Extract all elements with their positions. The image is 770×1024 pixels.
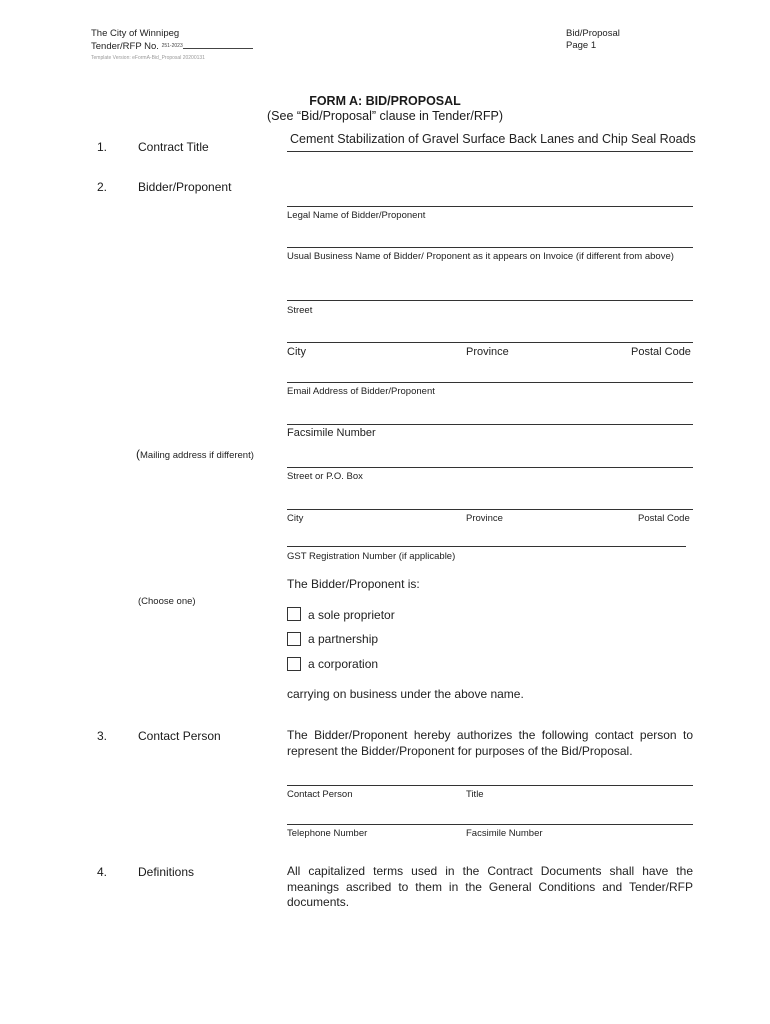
section-1-number: 1. bbox=[97, 140, 108, 154]
header-tender bbox=[91, 40, 253, 53]
choose-one-note: (Choose one) bbox=[138, 596, 196, 607]
street-po-field[interactable] bbox=[287, 467, 693, 468]
bidder-is-label: The Bidder/Proponent is: bbox=[287, 577, 420, 591]
province-caption: Province bbox=[466, 346, 509, 358]
province2-caption: Province bbox=[466, 513, 503, 524]
postal-code2-caption: Postal Code bbox=[638, 513, 690, 524]
contract-title-value: Cement Stabilization of Gravel Surface Back Lanes and Chip Seal Roads bbox=[290, 132, 696, 146]
contact-fax-caption: Facsimile Number bbox=[466, 828, 543, 839]
form-title: FORM A: BID/PROPOSAL bbox=[309, 94, 461, 108]
contact-title-caption: Title bbox=[466, 789, 484, 800]
street-po-caption: Street or P.O. Box bbox=[287, 471, 363, 482]
gst-field[interactable] bbox=[287, 546, 686, 547]
telephone-fax-field[interactable] bbox=[287, 824, 693, 825]
gst-caption: GST Registration Number (if applicable) bbox=[287, 551, 456, 562]
email-field[interactable] bbox=[287, 382, 693, 383]
header-doc-type: Bid/Proposal bbox=[566, 28, 620, 39]
postal-code-caption: Postal Code bbox=[631, 346, 691, 358]
section-3-label: Contact Person bbox=[138, 729, 221, 743]
legal-name-field[interactable] bbox=[287, 206, 693, 207]
telephone-caption: Telephone Number bbox=[287, 828, 368, 839]
partnership-label: a partnership bbox=[308, 632, 379, 646]
carrying-on-business-text: carrying on business under the above name. bbox=[287, 687, 524, 701]
street-field[interactable] bbox=[287, 300, 693, 301]
contact-person-caption: Contact Person bbox=[287, 789, 353, 800]
contact-person-field[interactable] bbox=[287, 785, 693, 786]
section-3-number: 3. bbox=[97, 729, 108, 743]
definitions-text: All capitalized terms used in the Contract Documents shall have the meanings ascribed to them in the General Conditions and Tender/RFP documents. bbox=[287, 864, 693, 909]
mailing-address-note-display: Mailing address if different) bbox=[140, 450, 254, 461]
form-subtitle: (See “Bid/Proposal” clause in Tender/RFP) bbox=[267, 109, 503, 123]
tender-number-underline bbox=[183, 40, 253, 49]
sole-proprietor-label: a sole proprietor bbox=[308, 608, 395, 622]
fax-caption: Facsimile Number bbox=[287, 427, 376, 439]
contact-authorization-text: The Bidder/Proponent hereby authorizes the following contact person to represent the Bidder/Proponent for purposes of the Bid/Proposal. bbox=[287, 728, 693, 758]
header-org: The City of Winnipeg bbox=[91, 28, 180, 39]
street-caption: Street bbox=[287, 305, 313, 316]
template-version: Template Version: eFormA-Bid_Proposal 20200131 bbox=[91, 55, 205, 61]
section-4-label: Definitions bbox=[138, 865, 195, 879]
city-province-postal-field[interactable] bbox=[287, 342, 693, 343]
corporation-label: a corporation bbox=[308, 657, 379, 671]
legal-name-caption: Legal Name of Bidder/Proponent bbox=[287, 210, 426, 221]
city2-caption: City bbox=[287, 513, 304, 524]
partnership-checkbox[interactable] bbox=[287, 632, 301, 646]
contract-title-line bbox=[287, 151, 693, 152]
email-caption: Email Address of Bidder/Proponent bbox=[287, 386, 435, 397]
usual-name-caption: Usual Business Name of Bidder/ Proponent as it appears on Invoice (if different from above) bbox=[287, 251, 674, 262]
sole-proprietor-checkbox[interactable] bbox=[287, 607, 301, 621]
section-4-number: 4. bbox=[97, 865, 108, 879]
section-2-number: 2. bbox=[97, 180, 108, 194]
mailing-city-field[interactable] bbox=[287, 509, 693, 510]
city-caption: City bbox=[287, 346, 306, 358]
mailing-address-note: (Mailing address if different) bbox=[136, 447, 254, 461]
header-page: Page 1 bbox=[566, 40, 597, 51]
corporation-checkbox[interactable] bbox=[287, 657, 301, 671]
tender-number: 251-2023 bbox=[161, 43, 183, 49]
section-1-label: Contract Title bbox=[138, 140, 209, 154]
tender-label: Tender/RFP No. bbox=[91, 41, 159, 52]
usual-name-field[interactable] bbox=[287, 247, 693, 248]
fax-field[interactable] bbox=[287, 424, 693, 425]
section-2-label: Bidder/Proponent bbox=[138, 180, 232, 194]
